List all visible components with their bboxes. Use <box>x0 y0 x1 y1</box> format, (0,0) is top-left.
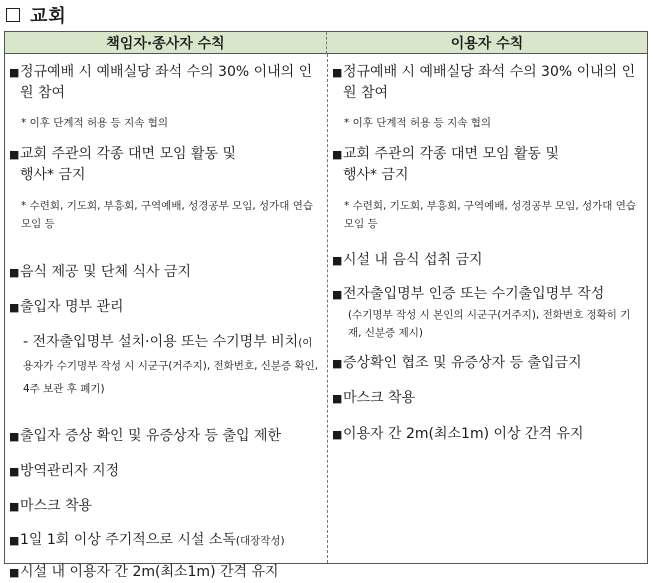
square-bullet-icon: ■ <box>9 465 20 478</box>
note: * 수련회, 기도회, 부흥회, 구역예배, 성경공부 모임, 성가대 연습 모임 등 <box>344 200 637 230</box>
square-bullet-icon: ■ <box>9 66 20 79</box>
square-bullet-icon: ■ <box>332 357 343 370</box>
square-bullet-icon: ■ <box>332 288 343 301</box>
list-item: ■ 교회 주관의 각종 대면 모임 활동 및 행사* 금지 <box>332 146 560 183</box>
rules-table <box>4 31 648 580</box>
list-item: ■ 증상확인 협조 및 유증상자 등 출입금지 <box>332 353 641 374</box>
square-bullet-icon: ■ <box>9 500 20 513</box>
square-bullet-icon: ■ <box>9 430 20 443</box>
list-item: ■ 정규예배 시 예배실당 좌석 수의 30% 이내의 인원 참여 <box>332 64 636 101</box>
list-item: ■ 시설 내 이용자 간 2m(최소1m) 간격 유지 <box>9 562 321 583</box>
list-item: ■ 교회 주관의 각종 대면 모임 활동 및 행사* 금지 <box>9 146 237 183</box>
list-item: ■ 출입자 증상 확인 및 유증상자 등 출입 제한 <box>9 426 321 447</box>
square-bullet-icon: ■ <box>332 392 343 405</box>
list-item: ■ 마스크 착용 <box>9 496 321 517</box>
list-item: ■ 방역관리자 지정 <box>9 461 321 482</box>
column-divider <box>327 54 328 563</box>
list-item: ■ 출입자 명부 관리 <box>9 297 321 318</box>
note: (수기명부 작성 시 본인의 시군구(거주지), 전화번호 정확히 기재, 신분증 제시) <box>348 309 631 339</box>
square-bullet-icon: ■ <box>9 266 20 279</box>
list-item: ■ 1일 1회 이상 주기적으로 시설 소독(대장작성) <box>9 530 321 552</box>
square-bullet-icon: ■ <box>9 566 20 579</box>
square-bullet-icon: ■ <box>332 254 343 267</box>
list-item: ■ 이용자 간 2m(최소1m) 이상 간격 유지 <box>332 424 641 445</box>
square-bullet-icon: ■ <box>332 66 343 79</box>
note: * 이후 단계적 허용 등 지속 협의 <box>21 117 168 129</box>
note: * 수련회, 기도회, 부흥회, 구역예배, 성경공부 모임, 성가대 연습 모임 등 <box>21 200 314 230</box>
list-item: ■ 전자출입명부 인증 또는 수기출입명부 작성 <box>332 284 641 305</box>
header-manager-rules: 책임자·종사자 수칙 <box>5 32 327 54</box>
square-bullet-icon: ■ <box>9 301 20 314</box>
section-title <box>6 2 67 28</box>
list-item: ■ 시설 내 음식 섭취 금지 <box>332 250 641 271</box>
note: * 이후 단계적 허용 등 지속 협의 <box>344 117 491 129</box>
square-bullet-icon: ■ <box>332 428 343 441</box>
list-item: ■ 마스크 착용 <box>332 388 641 409</box>
square-bullet-icon: ■ <box>332 148 343 161</box>
header-user-rules: 이용자 수칙 <box>327 32 647 54</box>
checkbox-square-icon <box>6 8 20 22</box>
square-bullet-icon: ■ <box>9 148 20 161</box>
list-item: ■ 정규예배 시 예배실당 좌석 수의 30% 이내의 인원 참여 <box>9 64 313 101</box>
sub-item: - 전자출입명부 설치·이용 또는 수기명부 비치(이용자가 수기명부 작성 시 시군구(거주지), 전화번호, 신분증 확인, 4주 보관 후 폐기) <box>23 334 319 395</box>
square-bullet-icon: ■ <box>9 534 20 547</box>
section-title-text: 교회 <box>30 6 67 27</box>
list-item: ■ 음식 제공 및 단체 식사 금지 <box>9 262 321 283</box>
